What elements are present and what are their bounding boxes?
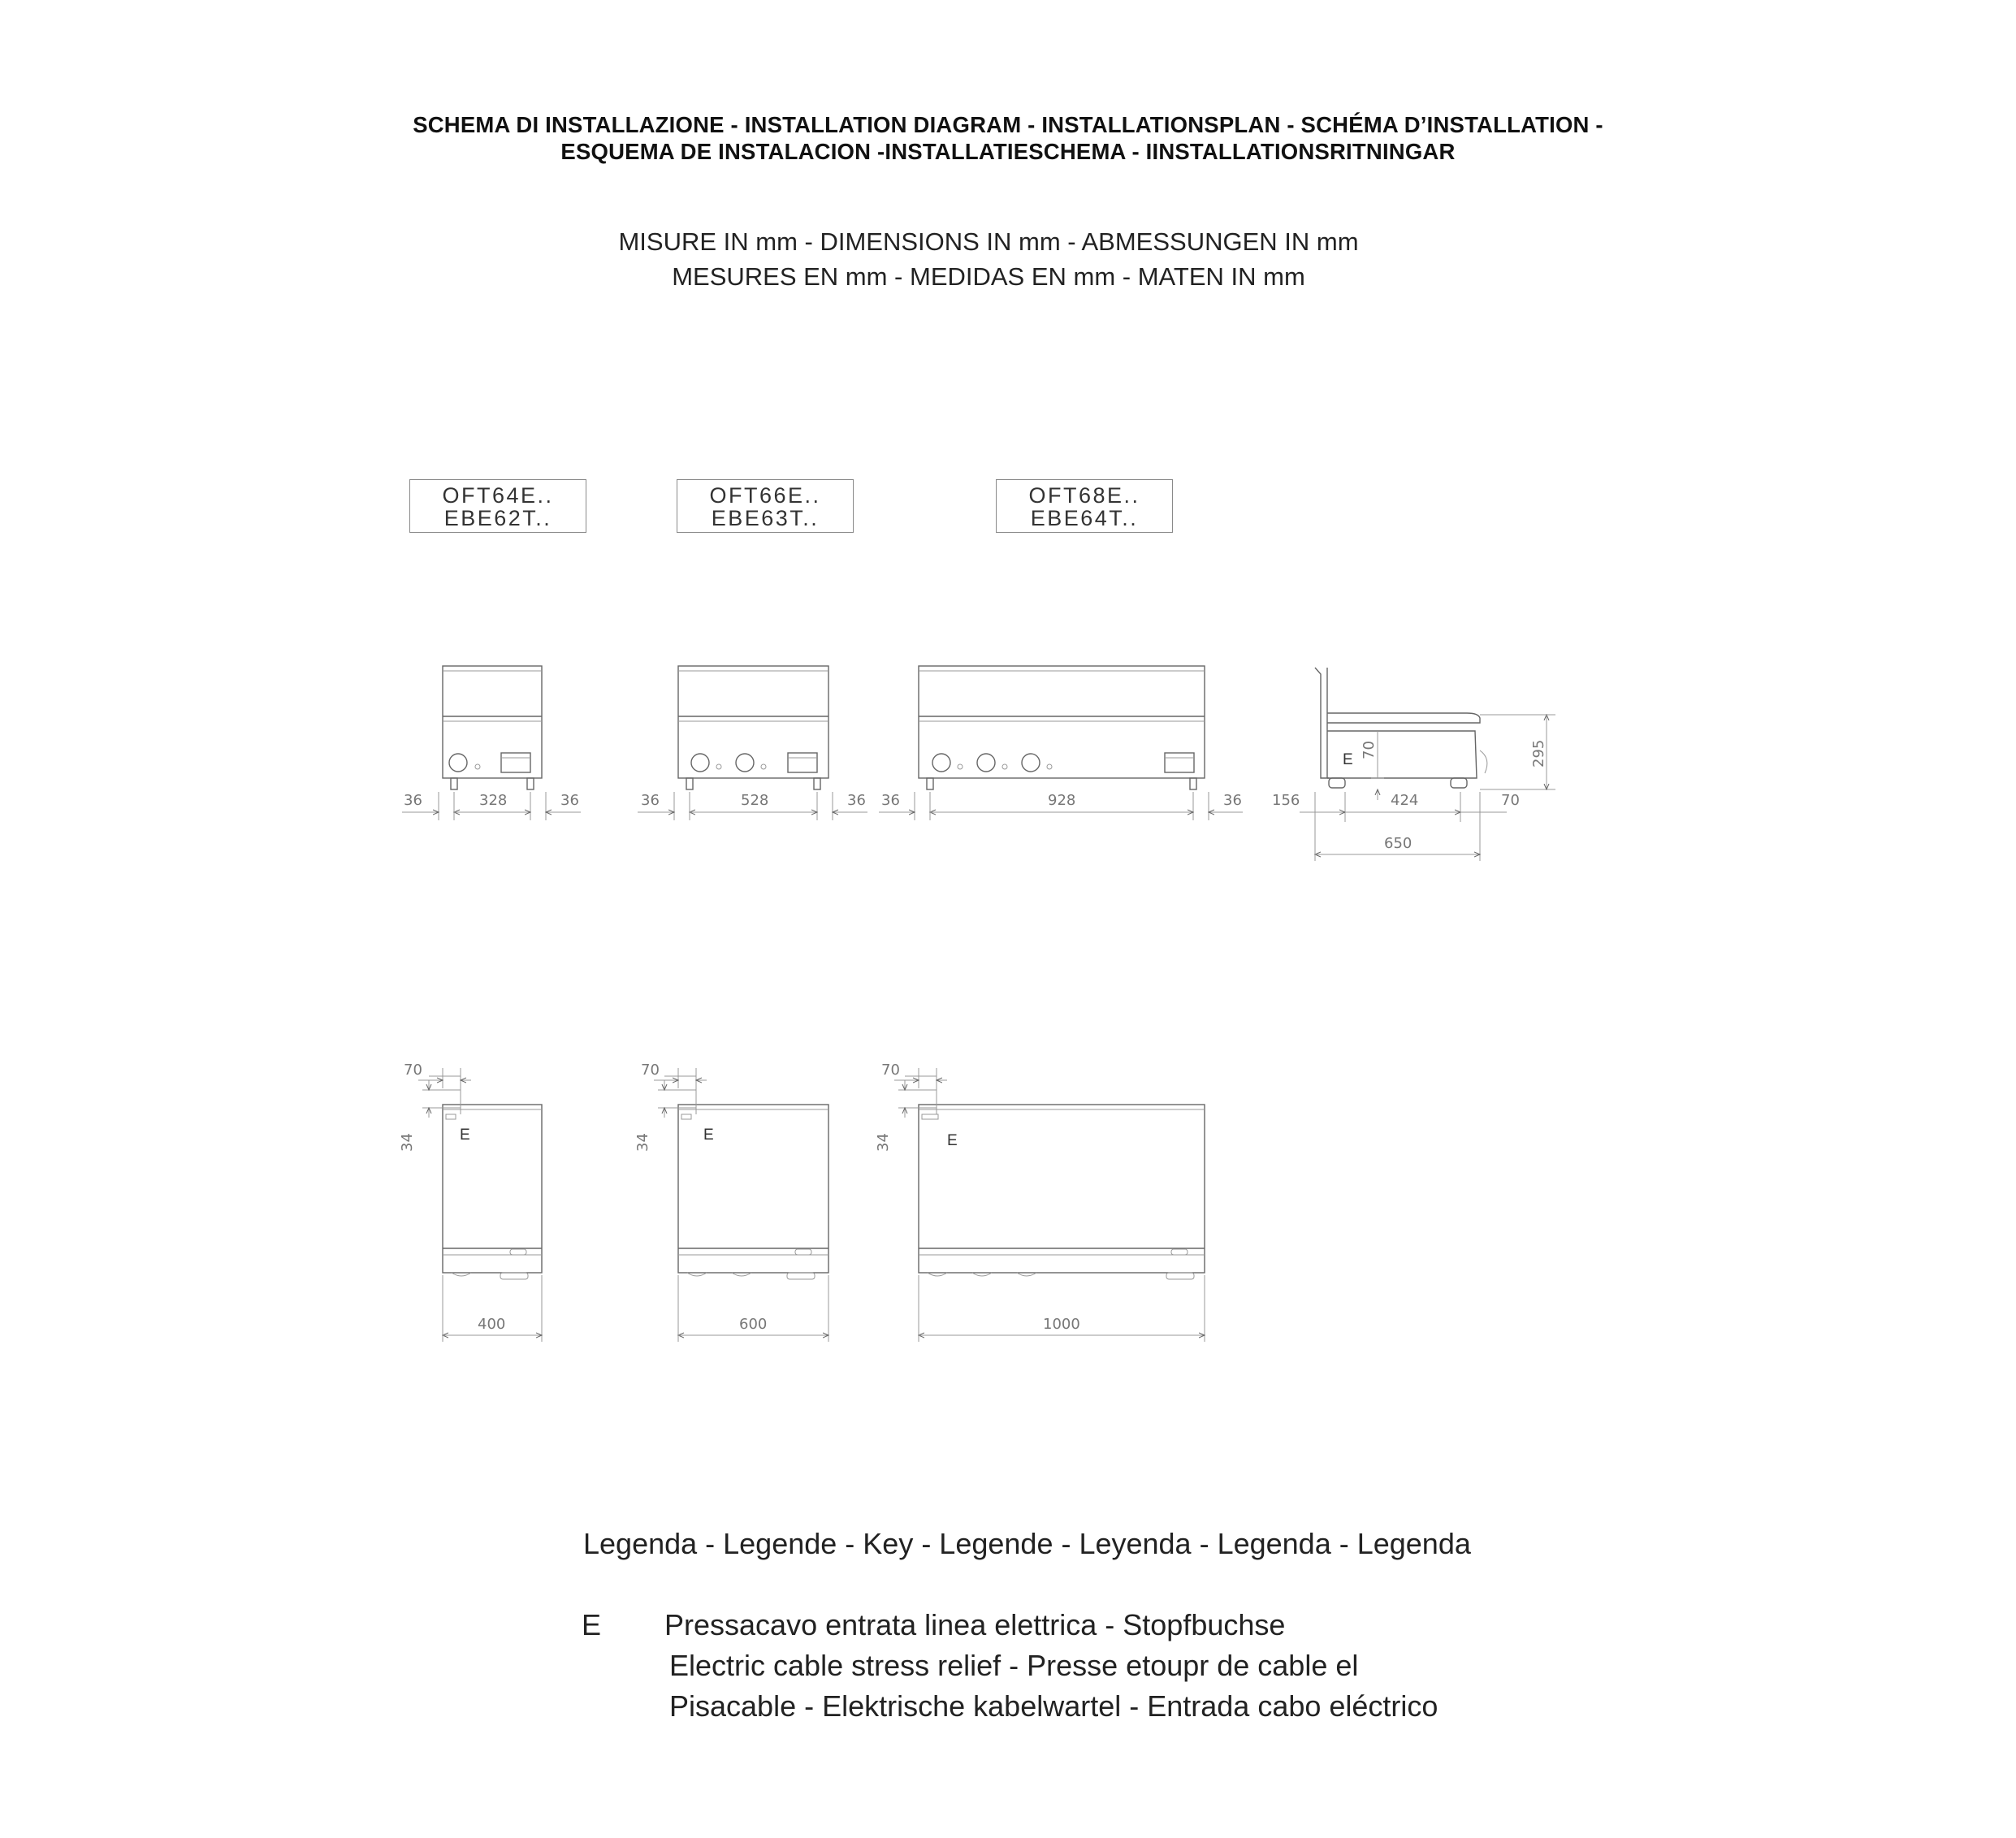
knob-icon (932, 754, 950, 772)
front3-right-dim: 36 (1223, 792, 1242, 809)
front3-mid-dim: 928 (1048, 792, 1076, 809)
top3-offset-y-dim: 34 (875, 1133, 892, 1152)
switch-icon (501, 753, 530, 772)
side-depth-dim: 650 (1384, 835, 1412, 852)
knob-icon (691, 754, 709, 772)
front1-right-dim: 36 (560, 792, 579, 809)
knob-icon (1022, 754, 1040, 772)
top3-entry-label: E (947, 1132, 958, 1149)
front1-left-dim: 36 (404, 792, 422, 809)
top-view-1 (399, 1062, 542, 1342)
top2-offset-x-dim: 70 (641, 1062, 660, 1079)
side-entry-height-dim: 70 (1361, 741, 1378, 759)
front-view-3 (879, 666, 1243, 820)
top2-offset-y-dim: 34 (634, 1133, 651, 1152)
model-code-1b: EBE62T.. (443, 506, 552, 530)
model-code-2b: EBE63T.. (711, 506, 820, 530)
top2-width-dim: 600 (739, 1316, 768, 1333)
legend-title: Legenda - Legende - Key - Legende - Leyenda - Legenda - Legenda (583, 1527, 1471, 1560)
front2-right-dim: 36 (847, 792, 866, 809)
model-code-1a: OFT64E.. (442, 483, 554, 508)
top3-width-dim: 1000 (1043, 1316, 1080, 1333)
top1-offset-x-dim: 70 (404, 1062, 422, 1079)
top1-width-dim: 400 (478, 1316, 506, 1333)
front-view-1 (402, 666, 581, 820)
side-entry-label: E (1343, 751, 1353, 768)
model-code-3b: EBE64T.. (1030, 506, 1139, 530)
title-line-1: SCHEMA DI INSTALLAZIONE - INSTALLATION DIAGRAM - INSTALLATIONSPLAN - SCHÉMA D’INSTALLATION - (413, 112, 1603, 137)
switch-icon (1165, 753, 1194, 772)
top1-entry-label: E (460, 1127, 470, 1144)
side-feet-dim: 424 (1391, 792, 1419, 809)
knob-icon (449, 754, 467, 772)
side-height-dim: 295 (1530, 739, 1547, 768)
legend-code: E (582, 1608, 602, 1641)
top-view-3 (875, 1062, 1205, 1342)
legend-line-2: Electric cable stress relief - Presse etoupr de cable el (669, 1649, 1359, 1682)
front2-left-dim: 36 (641, 792, 660, 809)
legend-line-1: Pressacavo entrata linea elettrica - Stopfbuchse (664, 1608, 1286, 1641)
side-front-dim: 70 (1501, 792, 1520, 809)
side-rear-dim: 156 (1272, 792, 1300, 809)
front2-mid-dim: 528 (741, 792, 769, 809)
model-code-3a: OFT68E.. (1028, 483, 1140, 508)
top3-offset-x-dim: 70 (881, 1062, 900, 1079)
units-line-1: MISURE IN mm - DIMENSIONS IN mm - ABMESSUNGEN IN mm (618, 227, 1359, 256)
top2-entry-label: E (703, 1127, 714, 1144)
top1-offset-y-dim: 34 (399, 1133, 416, 1152)
model-code-2a: OFT66E.. (709, 483, 821, 508)
front3-left-dim: 36 (881, 792, 900, 809)
legend-line-3: Pisacable - Elektrische kabelwartel - Entrada cabo eléctrico (669, 1689, 1438, 1723)
top-view-2 (634, 1062, 828, 1342)
side-view (1272, 668, 1555, 861)
knob-icon (977, 754, 995, 772)
front-view-2 (638, 666, 867, 820)
title-line-2: ESQUEMA DE INSTALACION -INSTALLATIESCHEMA - IINSTALLATIONSRITNINGAR (560, 139, 1456, 164)
switch-icon (788, 753, 817, 772)
knob-icon (736, 754, 754, 772)
units-line-2: MESURES EN mm - MEDIDAS EN mm - MATEN IN mm (672, 262, 1305, 291)
front1-mid-dim: 328 (479, 792, 508, 809)
